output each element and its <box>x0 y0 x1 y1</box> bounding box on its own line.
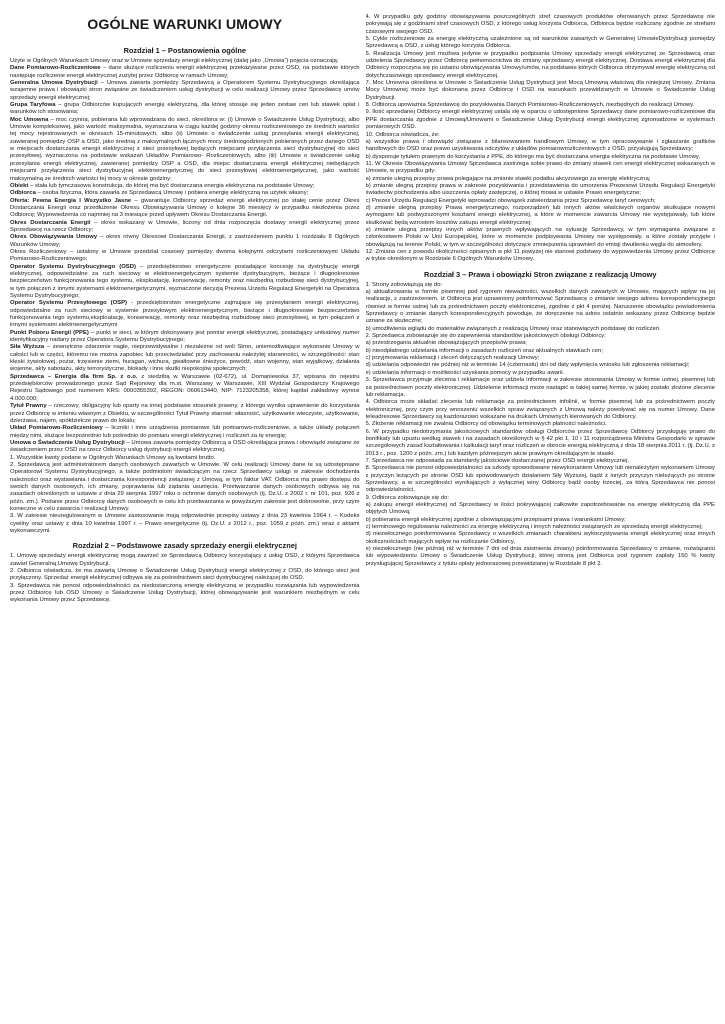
paragraph <box>10 374 360 403</box>
paragraph <box>366 333 716 340</box>
paragraph <box>10 553 360 568</box>
paragraph <box>366 205 716 227</box>
paragraph <box>10 65 360 80</box>
paragraph <box>366 355 716 362</box>
defined-term: Siła Wyższa <box>10 344 45 351</box>
paragraph-text: Użyte w Ogólnych Warunkach Umowy oraz w Umowie sprzedaży energii elektrycznej (dalej jako „Umowa”) pojęcia oznaczają: <box>10 58 339 64</box>
paragraph-text: 8. Sprzedawca nie ponosi odpowiedzialności za szkody spowodowane niewykonaniem Umowy lub nienależytym wykonaniem Umowy z przyczyn leżących po stronie OSD lub spowodowanych działaniem Siły Wyższej, bądź z innych przyczyn nieleżących po stronie Sprzedawcy, a w szczególności wynikających z wyłącznej winy Odbiorcy bądź osoby trzeciej, za którą Sprzedawca nie ponosi odpowiedzialności. <box>365 465 715 494</box>
defined-term: Moc Umowna <box>10 116 49 123</box>
section-body <box>366 282 716 568</box>
paragraph-text: 7. Sprzedawca nie odpowiada za standardy jakościowe dostarczanej przez OSD energii elektrycznej. <box>365 457 630 464</box>
paragraph <box>10 583 360 605</box>
paragraph-text: 2. Odbiorca oświadcza, że ma zawartą Umowę o Świadczenie Usług Dystrybucji energii elektrycznej z OSD, do którego sieci jest przyłączony. Sprzedaż energii elektrycznej odbywa się za pośrednictwem sieci dystrybucyjnej należącej do OSD. <box>10 568 360 582</box>
paragraph-text: a) aktualizowania w formie pisemnej pod rygorem nieważności, wszelkich danych zawartych w Umowie, mających wpływ na jej realizację, z zastrzeżeniem, iż Odbiorca jest uprawniony poinformować Sprzedawcę o zmianie swojego adresu korespondencyjnego również w formie ustnej lub za pośrednictwem poczty elektronicznej, zgodnie z pkt 4 poniżej. Naruszenie obowiązku powiadomienia Sprzedawcy o zmianie danych korespondencyjnych powoduje, że doręczenie na adres ostatnio wskazany przez Odbiorcę będzie uznane za skuteczne; <box>365 289 715 325</box>
right-column <box>366 14 716 1018</box>
paragraph <box>10 249 360 264</box>
defined-term: Sprzedawca – Energia dla firm Sp. z o.o. <box>10 373 138 380</box>
paragraph-text: 10. Odbiorca oświadcza, że: <box>365 131 440 138</box>
paragraph-text: – Umowa zawarta pomiędzy Odbiorcą a OSD określająca prawa i obowiązki związane ze świadczeniem przez OSD na rzecz Odbiorcy usług dystrybucji energii elektrycznej. <box>10 439 360 454</box>
section-body <box>10 553 360 604</box>
paragraph <box>10 183 360 190</box>
paragraph <box>10 58 360 65</box>
paragraph-text: – grupa Odbiorców kupujących energię elektryczną, dla której stosuje się jeden zestaw cen lub stawek opłat i warunków ich stosowania; <box>10 102 360 116</box>
paragraph <box>10 462 360 513</box>
paragraph-text: 4. Odbiorca może składać zlecenia lub reklamacje za pośrednictwem infolinii, w formie pisemnej lub za pośrednictwem poczty elektronicznej, przy czym przy wnoszeniu wszelkich spraw związanych z Umową należy powoływać się na numer Umowy. Dane teleadresowe Sprzedawcy są każdorazowo wskazane na drukach Umownych kierowanych do Odbiorcy. <box>365 399 715 420</box>
paragraph-text: 7. Moc Umowna określona w Umowie o Świadczenie Usług Dystrybucji jest Mocą Umowną właściwą dla niniejszej Umowy. Zmiana Mocy Umownej może być dokonana przez Odbiorcę i OSD na warunkach przewidzianych w Umowie o Świadczenie Usług Dystrybucji. <box>365 80 715 101</box>
paragraph <box>366 531 716 546</box>
paragraph-text: c) Prezes Urzędu Regulacji Energetyki wprowadzi obowiązek zatwierdzania przez Sprzedawcę taryf cenowych; <box>365 197 656 204</box>
paragraph <box>366 524 716 531</box>
paragraph <box>366 51 716 80</box>
paragraph <box>10 344 360 373</box>
paragraph <box>366 458 716 465</box>
paragraph <box>366 495 716 502</box>
paragraph-text: Okres Rozliczeniowy – ustalony w Umowie przedział czasowy pomiędzy dwoma kolejnymi odczytami rozliczeniowymi Układu Pomiarowo-Rozliczeniowego; <box>10 248 360 263</box>
paragraph-text: – gwarantuje Odbiorcy sprzedaż energii elektrycznej po stałej cenie przez Okres Dostarczania Energii oraz przedłużenie Okresu Obowiązywania Umowy o kolejne 36 miesięcy w przypadku niezłożenia przez Odbiorcę; Wypowiedzenia co najmniej na 3 miesiące przed upływem Okresu Dostarczania Energii. <box>10 197 360 219</box>
paragraph-text: 3. W zakresie nieuregulowanym w Umowie zastosowanie mają odpowiednie przepisy ustawy z dnia 23 kwietnia 1964 r. – Kodeks cywilny oraz ustawy z dnia 10 kwietnia 1997 r. – Prawo energetyczne (tj. Dz.U. z 2012 r., poz. 1059 z późn. zm.) wraz z aktami wykonawczymi. <box>10 513 360 534</box>
paragraph <box>366 80 716 102</box>
defined-term: Okres Obowiązywania Umowy <box>10 234 98 241</box>
document-title: OGÓLNE WARUNKI UMOWY <box>87 17 283 33</box>
paragraph-text: – okres wskazany w Umowie, liczony od dnia rozpoczęcia dostawy energii elektrycznej przez Sprzedawcę na rzecz Odbiorcy; <box>10 219 360 233</box>
defined-term: Obiekt <box>10 182 29 189</box>
paragraph <box>366 546 716 568</box>
paragraph-text: 6. W przypadku niedotrzymania jakościowych standardów obsługi Odbiorców przez Sprzedawcę Odbiorcy przysługuje prawo do bonifikaty lub upustu według stawek i na zasadach określonych w § 42 pkt 1, 10 i 11 rozporządzenia Ministra Gospodarki w sprawie szczegółowych zasad kształtowania i kalkulacji taryf oraz rozliczeń w obrocie energią elektryczną z dnia 18 sierpnia 2011 r. (tj. Dz.U. z 2013 r., poz. 1200 z późn. zm.) lub każdym późniejszym akcie prawnym określającym te stawki. <box>365 428 715 457</box>
paragraph <box>10 455 360 462</box>
paragraph-text: – stała lub tymczasowa konstrukcja, do której ma być dostarczana energia elektryczna na podstawie Umowy; <box>28 182 315 189</box>
defined-term: Operator Systemu Przesyłowego (OSP) <box>10 300 127 307</box>
paragraph <box>366 102 716 109</box>
paragraph-text: – osoba fizyczna, która zawarła ze Sprzedawcą Umowę i pobiera energię elektryczną na użytek własny; <box>35 190 309 197</box>
defined-term: Umowa o Świadczenie Usług Dystrybucji <box>10 439 125 446</box>
paragraph-text: 3. Sprzedawca przyjmuje zlecenia i reklamacje oraz udziela informacji w zakresie stosowania Umowy w formie ustnej, pisemnej lub za pośrednictwem poczty elektronicznej. Udzielenie informacji może nastąpić w takiej samej formie, w jakiej zostało złożone zlecenie lub reklamacja. <box>365 377 715 398</box>
paragraph <box>10 117 360 183</box>
defined-term: Układ Pomiarowo-Rozliczeniowy <box>10 425 103 432</box>
paragraph-text: – liczniki i inne urządzenia pomiarowe lub pomiarowo-rozliczeniowe, a także układy połączeń między nimi, służące bezpośrednio lub pośrednio do pomiaru energii elektrycznej i rozliczeń za tę energię; <box>10 425 360 439</box>
paragraph-text: – okres równy Okresowi Dostarczania Energii, z zastrzeżeniem punktu 1 rozdziału 8 Ogólnych Warunków Umowy; <box>10 234 360 248</box>
paragraph-text: b) dysponuje tytułem prawnym do korzystania z PPE, do którego ma być dostarczana energia elektryczna na podstawie Umowy. <box>365 153 701 160</box>
paragraph <box>366 14 716 36</box>
paragraph <box>366 249 716 264</box>
paragraph-text: 5. Złożenie reklamacji nie zwalnia Odbiorcy od obowiązku terminowych płatności należności. <box>365 421 607 428</box>
paragraph-text: 1. Umowę sprzedaży energii elektrycznej mogą zawrzeć ze Sprzedawcą Odbiorcy korzystający z usług OSD, z którymi Sprzedawca zawarł Generalną Umowę Dystrybucji. <box>10 553 360 567</box>
paragraph-text: 4. W przypadku gdy godziny obowiązywania poszczególnych stref czasowych produktów oferowanych przez Sprzedawcę nie pokrywają się z godzinami stref czasowych OSD, z którego usług korzysta Odbiorca, Odbiorca będzie rozliczany zgodnie ze strefami czasowymi swojego OSD. <box>365 14 715 35</box>
paragraph <box>10 403 360 425</box>
paragraph <box>366 517 716 524</box>
paragraph-text: – dane służące rozliczeniu energii elektrycznej przekazywane przez OSD, na podstawie których następuje rozliczenie energii elektrycznej zużytej przez Odbiorcę w ramach Umowy; <box>10 65 360 79</box>
paragraph <box>10 190 360 197</box>
paragraph-text: e) zmianie ulegną przepisy innych aktów prawnych wpływających na sytuację Sprzedawcy, w tym wymagania związane z członkostwem Polski w Unii Europejskiej, które w momencie podpisywania Umowy nie występowały, a które zostały przyjęte i obowiązują na terenie Polski, w tym w szczególności dotyczące zmniejszenia uprawnień do emisji dwutlenku węgla do atmosfery. <box>365 226 715 248</box>
paragraph <box>366 465 716 494</box>
paragraph <box>366 429 716 458</box>
defined-term: Dane Pomiarowo-Rozliczeniowe <box>10 65 101 72</box>
paragraph <box>10 330 360 345</box>
paragraph <box>10 568 360 583</box>
paragraph-text: 9. Ilość sprzedanej Odbiorcy energii elektrycznej ustala się w oparciu o udostępnione Sprzedawcy dane pomiarowo-rozliczeniowe dla PPE dostarczania zgodnie z Umową/Umowami o Świadczenie Usług Dystrybucji energii elektrycznej zgromadzone w systemach pomiarowych OSD. <box>365 109 715 131</box>
paragraph-text: – zewnętrzne zdarzenie nagłe, nieprzewidywalne i niezależne od woli Stron, uniemożliwiające wykonanie Umowy w całości lub w części, któremu nie można zapobiec lub przeciwdziałać przy zachowaniu należytej staranności, w szczególności: stan klęski żywiołowej, pożar, trzęsienie ziemi, huragan, wichura, gwałtowne śnieżyce, powódź, stan wojenny, stan wyjątkowy, działania wojenne, akty sabotażu, akty terrorystyczne, blokady i inne skutki niepokojów społecznych; <box>10 344 360 373</box>
paragraph-text: b) pobierania energii elektrycznej zgodnie z obowiązującymi przepisami prawa i warunkami Umowy; <box>365 516 626 523</box>
paragraph <box>366 502 716 517</box>
paragraph-text: 8. Odbiorca upoważnia Sprzedawcę do pozyskiwania Danych Pomiarowo-Rozliczeniowych, niezbędnych do realizacji Umowy. <box>365 102 695 109</box>
paragraph-text: – przedsiębiorstwo energetyczne posiadające koncesję na dystrybucję energii elektrycznej, odpowiedzialne za ruch sieciowy w elektroenergetycznym systemie dystrybucyjnym, bieżące i długookresowe bezpieczeństwo funkcjonowania tego systemu, eksploatację, konserwację, remonty oraz niezbędną rozbudowę sieci dystrybucyjnej, w tym połączeń z innymi systemami elektroenergetycznymi, wyznaczone decyzją Prezesa Urzędu Regulacji Energetyki na Operatora Systemu Dystrybucyjnego; <box>10 263 360 299</box>
paragraph <box>366 109 716 131</box>
paragraph-text: 2. Sprzedawcą jest administratorem danych osobowych zawartych w Umowie. W celu realizacji Umowy dane te są udostępniane Operatorowi Systemu Dystrybucyjnego, a także podmiotom świadczącym na rzecz Sprzedawcy usługi w zakresie dochodzenia należności oraz wystawiania i dostarczania korespondencji związanej z Umową, w tym faktur VAT. Odbiorca ma prawo dostępu do swoich danych osobowych, ich zmiany, poprawiania lub żądania usunięcia. Przetwarzanie danych osobowych odbywa się na zasadach określonych w ustawie z dnia 29 sierpnia 1997 roku o ochronie danych osobowych (tj. Dz.U. z 2002 r. nr 101, poz. 926 z późn. zm.). Podanie przez Odbiorcę danych osobowych w celu ich przetwarzania w powyższym zakresie jest dobrowolne, przy czym konieczne w celu zawarcia i realizacji Umowy. <box>10 461 360 512</box>
paragraph-text: c) przyjmowania reklamacji i zleceń dotyczących realizacji Umowy; <box>365 355 540 362</box>
paragraph-text: 1. Wszystkie kwoty podane w Ogólnych Warunkach Umowy są kwotami brutto. <box>10 454 216 461</box>
paragraph-text: a) przestrzegania aktualnie obowiązujących przepisów prawa; <box>365 340 527 347</box>
paragraph <box>366 198 716 205</box>
paragraph <box>10 425 360 440</box>
paragraph-text: a) zmianie ulegną przepisy prawa polegające na zmianie stawki podatku akcyzowego za energię elektryczną; <box>365 175 651 182</box>
paragraph-text: – Umowa zawarta pomiędzy Sprzedawcą a Operatorem Systemu Dystrybucyjnego określająca wzajemne prawa i obowiązki stron związane ze świadczeniem usług dystrybucji w celu realizacji Umowy przez Sprzedawcę umów sprzedaży energii elektrycznej; <box>10 80 360 101</box>
paragraph-text: 2. Sprzedawca zobowiązuje się do zapewnienia standardów jakościowych obsługi Odbiorcy: <box>365 333 606 340</box>
paragraph <box>366 161 716 176</box>
paragraph <box>10 264 360 301</box>
paragraph-text: b) umożliwienia wglądu do materiałów związanych z realizacją Umowy oraz stanowiących podstawę do rozliczeń. <box>365 325 661 332</box>
section-heading: Rozdział 3 – Prawa i obowiązki Stron związane z realizacją Umowy <box>424 269 657 279</box>
paragraph <box>366 227 716 249</box>
defined-term: Odbiorca <box>10 190 36 197</box>
left-column <box>10 14 360 1018</box>
paragraph-text: d) niezwłocznego poinformowania Sprzedawcy o wszelkich zmianach charakteru wykorzystywania energii elektrycznej oraz innych okolicznościach mających wpływ na rozliczanie Odbiorcy, <box>365 531 715 545</box>
paragraph-text: c) terminowego regulowania należności za energię elektryczną i innych należności związanych ze sprzedażą energii elektrycznej; <box>365 524 703 531</box>
paragraph <box>366 289 716 326</box>
paragraph-text: – rzeczowy, obligacyjny lub oparty na innej podstawie stosunek prawny, z którego wynika uprawnienie do korzystania przez Odbiorcę w imieniu własnym z Obiektu, w szczególności Tytuł Prawny stanowi: własność, użytkowanie wieczyste, użytkowanie, dzierżawa, najem, spółdzielcze prawo do lokalu; <box>10 403 360 424</box>
paragraph <box>366 132 716 139</box>
paragraph-text: e) niezwłocznego (nie później niż w terminie 7 dni od dnia zaistnienia zmiany) poinformowania Sprzedawcy o zmianie, rozwiązaniu lub wypowiedzeniu Umowy o Świadczenie Usług Dystrybucji, której stroną jest Odbiorca pod rygorem zapłaty 150 % kwoty przysługującej Sprzedawcy z tytułu opłaty jednorazowej przewidzianej w Rozdziale 8 pkt 2. <box>365 546 715 567</box>
paragraph-text: d) udzielania odpowiedzi nie później niż w terminie 14 (czternastu) dni od daty wpłynięcia wniosku lub zgłoszenia reklamacji; <box>365 362 690 369</box>
paragraph <box>366 183 716 198</box>
paragraph <box>366 36 716 51</box>
paragraph <box>10 234 360 249</box>
defined-term: Grupa Taryfowa <box>10 102 56 109</box>
paragraph <box>366 139 716 154</box>
paragraph <box>366 348 716 355</box>
paragraph-text: a) wszystkie prawa i obowiązki związane z bilansowaniem handlowym Umowy, w tym opracowywanie i zgłaszanie grafików handlowych do OSD oraz prawo uzyskiwania odczytów z układów pomiarowrozliczeniowych z OSD, przysługują Sprzedawcy; <box>365 138 715 153</box>
paragraph <box>366 176 716 183</box>
section-heading: Rozdział 2 – Podstawowe zasady sprzedaży energii elektrycznej <box>72 541 297 551</box>
defined-term: Generalna Umowa Dystrybucji <box>10 80 98 87</box>
defined-term: Punkt Poboru Energii (PPE) <box>10 329 89 336</box>
paragraph <box>366 421 716 428</box>
paragraph-text: 1. Strony zobowiązują się do: <box>365 281 443 288</box>
paragraph <box>366 370 716 377</box>
paragraph-text: e) udzielania informacji o możliwości uzyskania pomocy w przypadku awarii. <box>365 369 565 376</box>
paragraph <box>366 362 716 369</box>
paragraph <box>10 440 360 455</box>
defined-term: Oferta: Pewna Energia I Wszystko Jasne <box>10 197 132 204</box>
paragraph-text: d) zmianie ulegną przepisy Prawa energetycznego, rozporządzeń lub innych aktów właściwych organów skutkujące nowymi wymogami lub podwyższonymi kosztami energii elektrycznej, a które w momencie zawarcia Umowy nie występowały, lub które skutkować będą wzrostem kosztów zakupu energii elektrycznej; <box>365 204 715 226</box>
paragraph <box>366 326 716 333</box>
paragraph-text: - przedsiębiorstwo energetyczne zajmujące się przesyłaniem energii elektrycznej, odpowiedzialne za ruch sieciowy w systemie przesyłowym elektroenergetycznym, bieżące i długookresowe bezpieczeństwo funkcjonowania tego systemu,eksploatację, konserwację, remonty oraz niezbędną rozbudowę sieci przesyłowej, w tym połączeń z innymi systemami elektroenergetycznymi <box>10 300 360 329</box>
paragraph <box>10 80 360 102</box>
defined-term: Tytuł Prawny <box>10 403 47 410</box>
section-body <box>366 14 716 264</box>
paragraph-text: 3. Sprzedawca nie ponosi odpowiedzialności za niedostarczoną energię elektryczną w przypadku rozwiązania lub wypowiedzenia przez Odbiorcę lub OSD Umowy o Świadczenie Usług Dystrybucji, której obowiązywanie jest warunkiem niezbędnym w celu wykonania Umowy przez Sprzedawcę. <box>10 582 360 604</box>
paragraph <box>366 340 716 347</box>
paragraph-text: 12. Zmiana cen z powodu okoliczności opisanych w pkt 11 powyżej nie stanowi podstawy do wypowiedzenia Umowy przez Odbiorcę w trybie określonym w Rozdziale 6 Ogólnych Warunków Umowy. <box>365 249 715 263</box>
paragraph <box>366 399 716 421</box>
section-heading: Rozdział 1 – Postanowienia ogólne <box>123 46 246 55</box>
paragraph-text: – punkt w sieci, w którym dokonywany jest pomiar energii elektrycznej, posiadający unikatowy numer identyfikacyjny nadany przez Operatora Systemu Dystrybucyjnego; <box>10 329 360 344</box>
defined-term: Operator Systemu Dystrybucyjnego (OSD) <box>10 263 136 270</box>
paragraph-text: b) zmianie ulegną przepisy prawa w zakresie pozyskiwania i przedstawienia do umorzenia Prezesowi Urzędu Regulacji Energetyki świadectw pochodzenia albo uiszczenia opłaty zastępczej, o której mowa w ustawie Prawo energetyczne; <box>365 182 715 197</box>
paragraph-text: z siedzibą w Warszawie (02-672), ul. Domaniewska 37, wpisana do rejestru przedsiębiorców prowadzonego przez Sąd Rejonowy dla m.st. Warszawy w Warszawie, XIII Wydział Gospodarczy Krajowego Rejestru Sądowego pod numerem KRS: 0000355392, REGON: 060613440, NIP: 7123205358, której kapitał zakładowy wynosi 4.000.000; <box>10 373 360 402</box>
section-body <box>10 58 360 535</box>
paragraph <box>10 220 360 235</box>
paragraph <box>10 198 360 220</box>
paragraph <box>10 300 360 329</box>
paragraph <box>10 102 360 117</box>
paragraph-text: 11. W Okresie Obowiązywania Umowy Sprzedawca zastrzega sobie prawo do zmiany stawek cen energii elektrycznej wskazanych w Umowie, w przypadku gdy: <box>365 160 715 175</box>
defined-term: Okres Dostarczania Energii <box>10 219 91 226</box>
paragraph-text: – moc czynna, pobierana lub wprowadzana do sieci, określona w: (i) Umowie o Świadczenie Usług Dystrybucji, albo Umowie kompleksowej, jako wartość maksymalna, wyznaczana w ciągu każdej godziny okresu rozliczeniowego ze średnich wartości tej mocy rejestrowanych w okresach 15-minutowych, albo (ii) Umowie o świadczenie usług przesyłania energii elektrycznej, zawieranej pomiędzy OSP a OSD, jako średnią z maksymalnych łącznych mocy średniogodzinnych pobieranych przez danego OSD w miejscach dostarczania energii elektrycznej z sieci przesyłowej będących miejscami przyłączenia sieci dystrybucyjnej do sieci przesyłowej, wyznaczona na podstawie wskazań Układów Pomiarowo- Rozliczeniowych, albo (iii) Umowie o świadczenie usług przesyłania energii elektrycznej, zawieranej pomiędzy OSP a OSD, dla miejsc dostarczania energii elektrycznej niebędących miejscami przyłączenia sieci dystrybucyjnej elektroenergetycznej do sieci przesyłowej elektroenergetycznej, jako wartość maksymalną ze średnich wartości tej mocy w okresie godziny; <box>10 116 360 182</box>
paragraph-text: a) zakupu energii elektrycznej od Sprzedawcy w ilości pokrywającej całkowite zapotrzebowanie na energię elektryczną dla PPE objętych Umową; <box>365 502 715 516</box>
paragraph <box>366 154 716 161</box>
paragraph <box>10 513 360 535</box>
paragraph-text: 6. Realizacja Umowy jest możliwa jedynie w przypadku podpisania Umowy sprzedaży energii elektrycznej ze Sprzedawcą oraz udzielenia Sprzedawcy przez Odbiorcę pełnomocnictwa do zmiany sprzedawcy energii elektrycznej. Dostawa energii elektrycznej dla Odbiorcy rozpoczyna się po ustaniu obowiązywania Umowy/umów, na podstawie których Odbiorca otrzymywał energię elektryczną od dotychczasowego sprzedawcy energii elektrycznej. <box>365 50 715 79</box>
paragraph-text: 5. Cykle rozliczeniowe za energię elektryczną uzależnione są od warunków zawartych w Generalnej UmowieDystrybucji pomiędzy Sprzedawcą a OSD, z usług którego korzysta Odbiorca. <box>365 36 715 50</box>
paragraph <box>366 282 716 289</box>
paragraph <box>366 377 716 399</box>
paragraph-text: b) nieodpłatnego udzielania informacji o zasadach rozliczeń oraz aktualnych stawkach cen; <box>365 347 603 354</box>
paragraph-text: 9. Odbiorca zobowiązuje się do: <box>365 494 449 501</box>
